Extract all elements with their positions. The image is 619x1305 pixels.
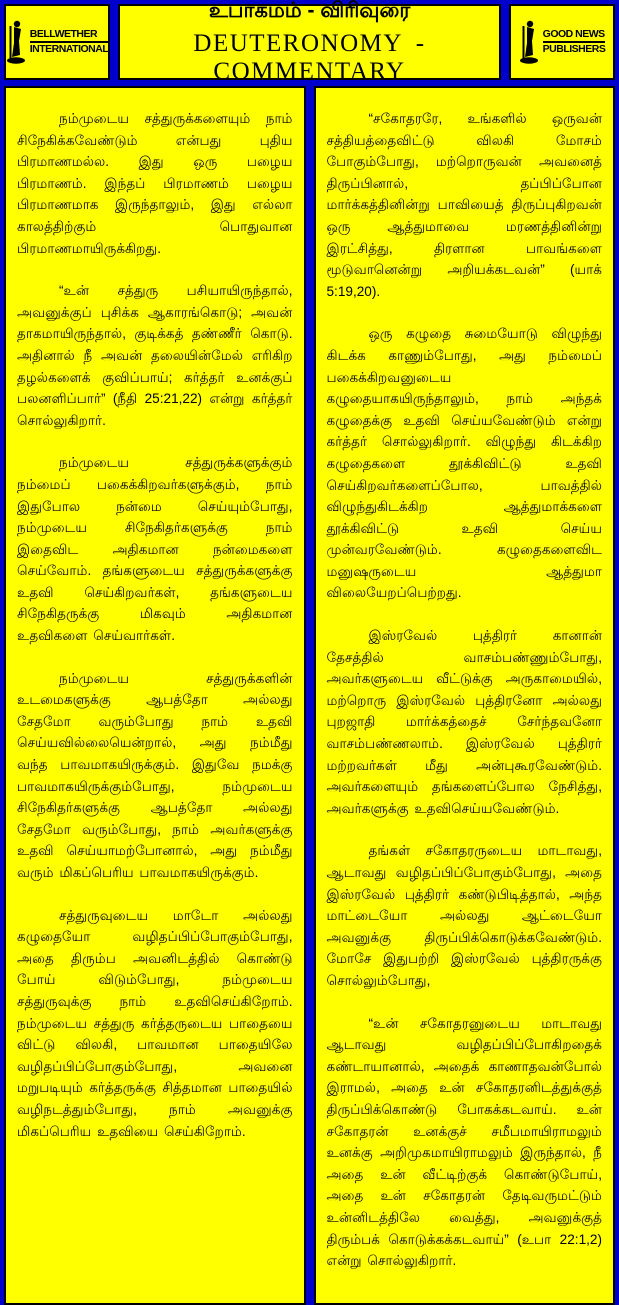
paragraph: ஒரு கழுதை சுமையோடு விழுந்து கிடக்க காணும்போது, அது நம்மைப் பகைக்கிறவனுடைய கழுதையாகயிருந்தாலும், நாம் அந்தக் கழுதைக்கு உதவி செய்யவேண்டும் என்று கர்த்தர் சொல்லுகிறார். விழுந்து கிடக்கிற கழுதைகளை தூக்கிவிட்டு உதவி செய்கிறவர்களைப்போல, பாவத்தில் விழுந்துகிடக்கிற ஆத்துமாக்களை தூக்கிவிட்டு உதவி செய்ய முன்வரவேண்டும். கழுதைகளைவிட மனுஷருடைய ஆத்துமா விலையேறப்பெற்றது. — [326, 326, 602, 601]
title-panel — [118, 0, 501, 85]
text-columns — [4, 86, 615, 1305]
left-text-column — [4, 86, 306, 1305]
good-news-logo-text — [543, 28, 606, 56]
bellwether-logo-text — [30, 28, 108, 56]
paragraph: இஸ்ரவேல் புத்திரர் கானான் தேசத்தில் வாசம்பண்ணும்போது, அவர்களுடைய வீட்டுக்கு அருகாமையில், மற்றொரு இஸ்ரவேல் புத்திரனோ அல்லது புறஜாதி மார்க்கத்தைச் சேர்ந்தவனோ வாசம்பண்ணலாம். இஸ்ரவேல் புத்திரர் மற்றவர்கள் மீது அன்புகூரவேண்டும். அவர்களையும் தங்களைப்போல நேசித்து, அவர்களுக்கு உதவிசெய்யவேண்டும். — [326, 628, 602, 816]
page-title-english: DEUTERONOMY - COMMENTARY — [193, 29, 426, 85]
paragraph: “உன் சத்துரு பசியாயிருந்தால், அவனுக்குப் புசிக்க ஆகாரங்கொடு; அவன் தாகமாயிருந்தால், குடிக்கத் தண்ணீர் கொடு. அதினால் நீ அவன் தலையின்மேல் எரிகிற தழல்களைக் குவிப்பாய்; கர்த்தர் உனக்குப் பலனளிப்பார்” (நீதி 25:21,22) என்று கர்த்தர் சொல்லுகிறார். — [17, 283, 293, 428]
page-header — [4, 0, 615, 85]
bellwether-logo-line1: BELLWETHER — [30, 28, 108, 43]
paragraph: நம்முடைய சத்துருக்களையும் நாம் சிநேகிக்கவேண்டும் என்பது புதிய பிரமாணமல்ல. இது ஒரு பழைய பிரமாணம். இந்தப் பிரமாணம் பழைய பிரமாணமாக இருந்தாலும், இது எல்லா காலத்திற்கும் பொதுவான பிரமாணமாயிருக்கிறது. — [17, 111, 293, 256]
right-text-column — [314, 86, 616, 1305]
paragraph: “சகோதரரே, உங்களில் ஒருவன் சத்தியத்தைவிட்டு விலகி மோசம் போகும்போது, மற்றொருவன் அவனைத் திருப்பினால், தப்பிப்போன மார்க்கத்தினின்று பாவியைத் திருப்புகிறவன் ஒரு ஆத்துமாவை மரணத்தினின்று இரட்சித்து, திரளான பாவங்களை மூடுவானென்று அறியக்கடவன்” (யாக் 5:19,20). — [326, 111, 602, 299]
bellwether-logo-line2: INTERNATIONAL — [29, 42, 109, 55]
paragraph: “உன் சகோதரனுடைய மாடாவது ஆடாவது வழிதப்பிப்போகிறதைக் கண்டாயானால், அதைக் காணாதவன்போல் இராமல், அதை உன் சகோதரனிடத்துக்குத் திருப்பிக்கொண்டு போகக்கடவாய். உன் சகோதரன் உனக்குச் சமீபமாயிராமலும் உனக்கு அறிமுகமாயிராமலும் இருந்தால், நீ அதை உன் வீட்டிற்குக் கொண்டுபோய், அதை உன் சகோதரன் தேடிவருமட்டும் உன்னிடத்திலே வைத்து, அவனுக்குத் திரும்பக் கொடுக்கக்கடவாய்” (உபா 22:1,2) என்று சொல்லுகிறார். — [326, 1015, 602, 1269]
paragraph: நம்முடைய சத்துருக்களின் உடமைகளுக்கு ஆபத்தோ அல்லது சேதமோ வரும்போது நாம் உதவி செய்யவில்லையென்றால், அது நம்மீது வந்த பாவமாகயிருக்கும். இதுவே நமக்கு பாவமாகயிருக்கும்போது, நம்முடைய சிநேகிதர்களுக்கு ஆபத்தோ அல்லது சேதமோ வரும்போது, நாம் அவர்களுக்கு உதவி செய்யாமற்போனால், அது நம்மீது வரும் மிகப்பெரிய பாவமாகயிருக்கும். — [17, 670, 293, 880]
good-news-logo-line2: PUBLISHERS — [542, 42, 606, 55]
paragraph: நம்முடைய சத்துருக்களுக்கும் நம்மைப் பகைக்கிறவர்களுக்கும், நாம் இதுபோல நன்மை செய்யும்போது, நம்முடைய சிநேகிதர்களுக்கு நாம் இதைவிட அதிகமான நன்மைகளை செய்வோம். தங்களுடைய சத்துருக்களுக்கு உதவி செய்கிறவர்கள், தங்களுடைய சிநேகிதருக்கு மிகவும் அதிகமான உதவிகளை செய்வார்கள். — [17, 455, 293, 644]
good-news-logo-line1: GOOD NEWS — [543, 28, 606, 43]
bellwether-statue-icon — [6, 19, 26, 65]
paragraph: தங்கள் சகோதரருடைய மாடாவது, ஆடாவது வழிதப்பிப்போகும்போது, அதை இஸ்ரவேல் புத்திரர் கண்டுபிடித்தால், அந்த மாட்டையோ அல்லது ஆட்டையோ அவனுக்கு திருப்பிக்கொடுக்கவேண்டும். மோசே இதுபற்றி இஸ்ரவேல் புத்திரருக்கு சொல்லும்போது, — [326, 843, 602, 988]
good-news-publishers-logo — [509, 4, 615, 80]
paragraph: சத்துருவுடைய மாடோ அல்லது கழுதையோ வழிதப்பிப்போகும்போது, அதை திரும்ப அவனிடத்தில் கொண்டு போய் விடும்போது, நம்முடைய சத்துருவுக்கு நாம் உதவிசெய்கிறோம். நம்முடைய சத்துரு கர்த்தருடைய பாதையை விட்டு விலகி, பாவமான பாதையிலே வழிதப்பிப்போகும்போது, அவனை மறுபடியும் கர்த்தருக்கு சித்தமான பாதையில் வழிநடத்தும்போது, நாம் அவனுக்கு மிகப்பெரிய உதவியை செய்கிறோம். — [17, 907, 293, 1139]
page-title-tamil: உபாகமம் - விரிவுரை — [208, 0, 411, 22]
good-news-statue-icon — [519, 19, 539, 65]
bellwether-logo — [4, 4, 110, 80]
